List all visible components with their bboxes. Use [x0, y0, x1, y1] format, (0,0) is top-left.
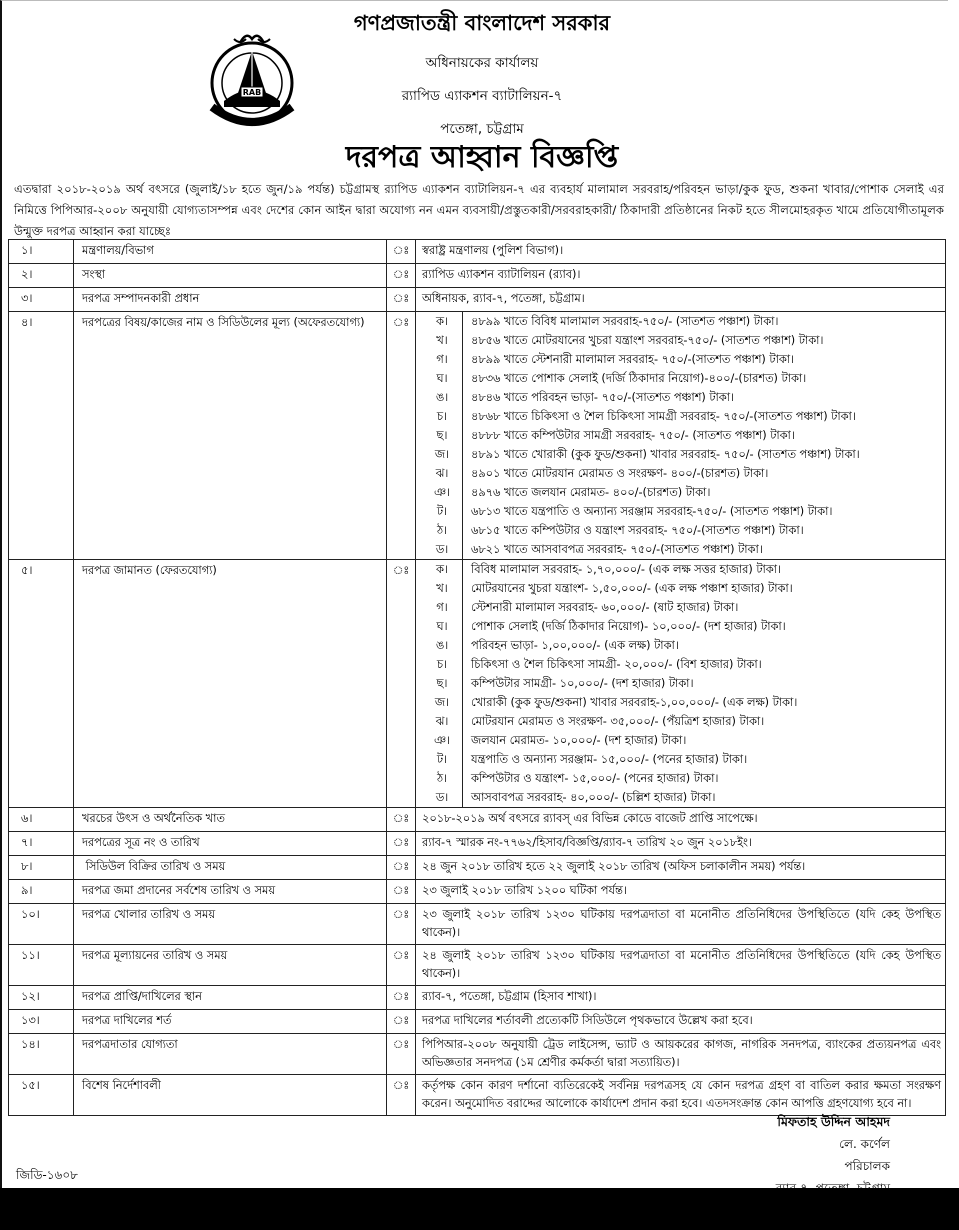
sub-item-text: মোটরযানের খুচরা যন্ত্রাংশ- ১,৫০,০০০/- (এক লক্ষ পঞ্চাশ হাজার) টাকা।	[471, 582, 793, 595]
row-label: সিডিউল বিক্রির তারিখ ও সময়	[74, 856, 387, 880]
sub-item	[422, 788, 941, 807]
table-row	[9, 904, 946, 945]
row-number: ১।	[9, 240, 74, 264]
sub-item	[422, 636, 941, 655]
row-label: দরপত্র মূল্যায়নের তারিখ ও সময়	[74, 945, 387, 986]
sub-item	[422, 483, 941, 502]
row-separator: ঃ	[387, 312, 416, 560]
gd-number: জিডি-১৬০৮	[16, 1168, 78, 1182]
row-number: ৪।	[9, 312, 74, 560]
right-margin	[948, 0, 959, 1188]
table-row	[9, 1075, 946, 1116]
unit-name: র‌্যাপিড এ্যাকশন ব্যাটালিয়ন-৭	[401, 88, 563, 104]
sub-item-key: ক।	[422, 312, 463, 331]
row-label: দরপত্র খোলার তারিখ ও সময়	[74, 904, 387, 945]
row-separator: ঃ	[387, 1034, 416, 1075]
table-row	[9, 945, 946, 986]
sub-item-text: ৪৮৮৮ খাতে কম্পিউটার সামগ্রী সরবরাহ- ৭৫০/- (সাতশত পঞ্চাশ) টাকা।	[471, 429, 795, 442]
table-row	[9, 560, 946, 808]
signatory-name: মিফতাহ উদ্দিন আহমদ	[777, 1114, 890, 1129]
sub-item-key: ড।	[422, 540, 463, 559]
row-label: বিশেষ নির্দেশাবলী	[74, 1075, 387, 1116]
sub-item-text: ৪৮৯৯ খাতে স্টেশনারী মালামাল সরবরাহ- ৭৫০/-(সাতশত পঞ্চাশ) টাকা।	[471, 353, 795, 366]
row-number: ১২।	[9, 986, 74, 1010]
tender-details-table	[8, 239, 946, 1116]
row-value: ২০১৮-২০১৯ অর্থ বৎসরে র‌্যাবস্ এর বিভিন্ন কোডে বাজেট প্রাপ্তি সাপেক্ষে।	[416, 808, 946, 832]
sub-item-text: বিবিধ মালামাল সরবরাহ- ১,৭০,০০০/- (এক লক্ষ সত্তর হাজার) টাকা।	[471, 563, 781, 576]
sub-item-key: জ।	[422, 445, 463, 464]
sub-item-key: ঞ।	[422, 731, 463, 750]
sub-item-key: ক।	[422, 560, 463, 579]
row-value: দরপত্র দাখিলের শর্তাবলী প্রত্যেকটি সিডিউলে পৃথকভাবে উল্লেখ করা হবে।	[416, 1010, 946, 1034]
row-separator: ঃ	[387, 832, 416, 856]
rab-emblem-logo	[194, 29, 310, 129]
row-value: কর্তৃপক্ষ কোন কারণ দর্শানো ব্যতিরেকেই সর্বনিম্ন দরপত্রসহ যে কোন দরপত্র গ্রহণ বা বাতিল করার ক্ষমতা সংরক্ষণ করেন। অনুমোদিত বরাদ্দের আলোকে কার্যাদেশ প্রদান করা হবে। এতদসংক্রান্ত কোন আপত্তি গ্রহণযোগ্য হবে না।	[416, 1075, 946, 1116]
sub-item-text: ৬৮১৫ খাতে কম্পিউটার ও যন্ত্রাংশ সরবরাহ- ৭৫০/-(সাতশত পঞ্চাশ) টাকা।	[471, 524, 804, 537]
sub-item-text: ৪৮৬৮ খাতে চিকিৎসা ও শৈল চিকিৎসা সামগ্রী সরবরাহ- ৭৫০/-(সাতশত পঞ্চাশ) টাকা।	[471, 410, 856, 423]
table-row	[9, 832, 946, 856]
table-row	[9, 312, 946, 560]
row-value: র‌্যাব-৭, পতেঙ্গা, চট্টগ্রাম (হিসাব শাখা)।	[416, 986, 946, 1010]
row-number: ৬।	[9, 808, 74, 832]
sub-item	[422, 331, 941, 350]
sub-item-text: মোটরযান মেরামত ও সংরক্ষণ- ৩৫,০০০/- (পঁয়ত্রিশ হাজার) টাকা।	[471, 715, 765, 728]
sub-item-key: ঞ।	[422, 483, 463, 502]
signature-block	[776, 1111, 890, 1199]
row-label: সংস্থা	[74, 264, 387, 288]
table-row	[9, 240, 946, 264]
row-separator: ঃ	[387, 240, 416, 264]
row-label: দরপত্রের বিষয়/কাজের নাম ও সিডিউলের মূল্য (অফেরতযোগ্য)	[74, 312, 387, 560]
row-number: ৭।	[9, 832, 74, 856]
sub-item-key: ঙ।	[422, 388, 463, 407]
sub-item	[422, 426, 941, 445]
table-row	[9, 808, 946, 832]
sub-item-key: খ।	[422, 331, 463, 350]
row-number: ২।	[9, 264, 74, 288]
sub-item-text: খোরাকী (কুক ফুড/শুকনা) খাবার সরবরাহ-১,০০,০০০/- (এক লক্ষ) টাকা।	[471, 696, 798, 709]
row-separator: ঃ	[387, 560, 416, 808]
sub-item-key: ছ।	[422, 674, 463, 693]
sub-item-text: ৬৮২১ খাতে আসবাবপত্র সরবরাহ- ৭৫০/-(সাতশত পঞ্চাশ) টাকা।	[471, 543, 763, 556]
sub-item-key: জ।	[422, 693, 463, 712]
sub-item	[422, 407, 941, 426]
table-row	[9, 288, 946, 312]
notice-title: দরপত্র আহ্বান বিজ্ঞপ্তি	[345, 140, 619, 175]
row-value: স্বরাষ্ট্র মন্ত্রণালয় (পুলিশ বিভাগ)।	[416, 240, 946, 264]
row-label: দরপত্রের সূত্র নং ও তারিখ	[74, 832, 387, 856]
row-label: দরপত্র দাখিলের শর্ত	[74, 1010, 387, 1034]
sub-item	[422, 502, 941, 521]
row-number: ৫।	[9, 560, 74, 808]
row-separator: ঃ	[387, 945, 416, 986]
sub-item-key: গ।	[422, 598, 463, 617]
sub-item	[422, 350, 941, 369]
table-row	[9, 856, 946, 880]
sub-item-key: ঝ।	[422, 712, 463, 731]
sub-item	[422, 312, 941, 331]
sub-item	[422, 579, 941, 598]
row-value: র‌্যাপিড এ্যাকশন ব্যাটালিয়ন (র‌্যাব)।	[416, 264, 946, 288]
row-label: দরপত্র জামানত (ফেরতযোগ্য)	[74, 560, 387, 808]
sub-item-text: ৪৯০১ খাতে মোটরযান মেরামত ও সংরক্ষণ- ৪০০/-(চারশত) টাকা।	[471, 467, 769, 480]
row-value	[416, 312, 946, 560]
row-separator: ঃ	[387, 288, 416, 312]
sub-item-text: ৪৮৯১ খাতে খোরাকী (কুক ফুড/শুকনা) খাবার সরবরাহ- ৭৫০/- (সাতশত পঞ্চাশ) টাকা।	[471, 448, 860, 461]
table-row	[9, 264, 946, 288]
table-row	[9, 880, 946, 904]
row-number: ৯।	[9, 880, 74, 904]
signatory-designation: পরিচালক	[844, 1159, 890, 1173]
sub-item-text: পরিবহন ভাড়া- ১,০০,০০০/- (এক লক্ষ) টাকা।	[471, 639, 679, 652]
row-separator: ঃ	[387, 904, 416, 945]
row-number: ১১।	[9, 945, 74, 986]
sub-item-key: ট।	[422, 750, 463, 769]
sub-item-key: ঠ।	[422, 769, 463, 788]
row-value: ২৪ জুন ২০১৮ তারিখ হতে ২২ জুলাই ২০১৮ তারিখ (অফিস চলাকালীন সময়) পর্যন্ত।	[416, 856, 946, 880]
office-name: অধিনায়কের কার্যালয়	[425, 55, 539, 71]
sub-item-key: ঝ।	[422, 464, 463, 483]
row-label: দরপত্র জমা প্রদানের সর্বশেষ তারিখ ও সময়	[74, 880, 387, 904]
sub-item-text: আসবাবপত্র সরবরাহ- ৪০,০০০/- (চল্লিশ হাজার) টাকা।	[471, 791, 716, 804]
sub-item-text: ৪৮৫৬ খাতে মোটরযানের খুচরা যন্ত্রাংশ সরবরাহ-৭৫০/- (সাতশত পঞ্চাশ) টাকা।	[471, 334, 824, 347]
sub-item-key: চ।	[422, 655, 463, 674]
sub-item	[422, 655, 941, 674]
sub-item-key: ছ।	[422, 426, 463, 445]
row-value: ২৪ জুলাই ২০১৮ তারিখ ১২৩০ ঘটিকায় দরপত্রদাতা বা মনোনীত প্রতিনিধিদের উপস্থিতিতে (যদি কেহ উপস্থিত থাকেন)।	[416, 945, 946, 986]
sub-item	[422, 750, 941, 769]
sub-item	[422, 617, 941, 636]
row-separator: ঃ	[387, 264, 416, 288]
sub-item-key: ঠ।	[422, 521, 463, 540]
sub-item	[422, 388, 941, 407]
sub-item	[422, 731, 941, 750]
row-number: ১৫।	[9, 1075, 74, 1116]
sub-item-text: ৬৮১৩ খাতে যন্ত্রপাতি ও অন্যান্য সরঞ্জাম সরবরাহ-৭৫০/- (সাতশত পঞ্চাশ) টাকা।	[471, 505, 833, 518]
sub-item-text: স্টেশনারী মালামাল সরবরাহ- ৬০,০০০/- (ষাট হাজার) টাকা।	[471, 601, 739, 614]
sub-item-text: ৪৮৯৯ খাতে বিবিধ মালামাল সরবরাহ-৭৫০/- (সাতশত পঞ্চাশ) টাকা।	[471, 315, 779, 328]
sub-item-text: যন্ত্রপাতি ও অন্যান্য সরঞ্জাম- ১৫,০০০/- (পনের হাজার) টাকা।	[471, 753, 748, 766]
sub-item	[422, 560, 941, 579]
sub-item-key: খ।	[422, 579, 463, 598]
office-location: পতেঙ্গা, চট্টগ্রাম	[440, 121, 524, 137]
row-label: দরপত্র সম্পাদনকারী প্রধান	[74, 288, 387, 312]
row-label: দরপত্রদাতার যোগ্যতা	[74, 1034, 387, 1075]
row-value: ২৩ জুলাই ২০১৮ তারিখ ১২০০ ঘটিকা পর্যন্ত।	[416, 880, 946, 904]
sub-item-text: পোশাক সেলাই (দর্জি ঠিকাদার নিয়োগ)- ১০,০০০/- (দশ হাজার) টাকা।	[471, 620, 786, 633]
sub-item	[422, 540, 941, 559]
sub-item-key: চ।	[422, 407, 463, 426]
signatory-rank: লে. কর্ণেল	[839, 1137, 890, 1151]
logo-badge-text: RAB	[242, 88, 262, 97]
sub-item-text: কম্পিউটার সামগ্রী- ১০,০০০/- (দশ হাজার) টাকা।	[471, 677, 694, 690]
sub-item-text: কম্পিউটার ও যন্ত্রাংশ- ১৫,০০০/- (পনের হাজার) টাকা।	[471, 772, 719, 785]
row-value: র‌্যাব-৭ স্মারক নং-৭৭৬২/হিসাব/বিজ্ঞপ্তি/র‌্যাব-৭ তারিখ ২০ জুন ২০১৮ইং।	[416, 832, 946, 856]
row-separator: ঃ	[387, 1075, 416, 1116]
row-value: ২৩ জুলাই ২০১৮ তারিখ ১২৩০ ঘটিকায় দরপত্রদাতা বা মনোনীত প্রতিনিধিদের উপস্থিতিতে (যদি কেহ উপস্থিত থাকেন)।	[416, 904, 946, 945]
sub-item	[422, 521, 941, 540]
sub-item	[422, 464, 941, 483]
sub-item-key: ট।	[422, 502, 463, 521]
sub-item-text: ৪৮৪৬ খাতে পরিবহন ভাড়া- ৭৫০/-(সাতশত পঞ্চাশ) টাকা।	[471, 391, 735, 404]
row-label: দরপত্র প্রাপ্তি/দাখিলের স্থান	[74, 986, 387, 1010]
row-value	[416, 560, 946, 808]
notice-header	[302, 1, 662, 141]
row-value: পিপিআর-২০০৮ অনুযায়ী ট্রেড লাইসেন্স, ভ্যাট ও আয়করের কাগজ, নাগরিক সনদপত্র, ব্যাংকের প্রত্যয়নপত্র এবং অভিজ্ঞতার সনদপত্র (১ম শ্রেণীর কর্মকর্তা দ্বারা সত্যায়িত)।	[416, 1034, 946, 1075]
row-number: ১৩।	[9, 1010, 74, 1034]
sub-item	[422, 445, 941, 464]
row-separator: ঃ	[387, 808, 416, 832]
row-number: ৮।	[9, 856, 74, 880]
row-value: অধিনায়ক, র‌্যাব-৭, পতেঙ্গা, চট্টগ্রাম।	[416, 288, 946, 312]
row-number: ৩।	[9, 288, 74, 312]
bottom-black-bar	[0, 1188, 959, 1230]
row-label: খরচের উৎস ও অর্থনৈতিক খাত	[74, 808, 387, 832]
sub-item-text: জলযান মেরামত- ১০,০০০/- (দশ হাজার) টাকা।	[471, 734, 687, 747]
intro-paragraph: এতদ্বারা ২০১৮-২০১৯ অর্থ বৎসরে (জুলাই/১৮ হতে জুন/১৯ পর্যন্ত) চট্টগ্রামস্থ র‌্যাপিড এ্যাকশন ব্যাটালিয়ন-৭ এর ব্যবহার্য মালামাল সরবরাহ/পরিবহন ভাড়া/কুক ফুড, শুকনা খাবার/পোশাক সেলাই এর নিমিত্তে পিপিআর-২০০৮ অনুযায়ী যোগ্যতাসম্পন্ন এবং দেশের কোন আইন দ্বারা অযোগ্য নন এমন ব্যবসায়ী/প্রস্তুতকারী/সরবরাহকারী/ ঠিকাদারী প্রতিষ্ঠানের নিকট হতে সীলমোহরকৃত খামে প্রতিযোগীতামূলক উন্মুক্ত দরপত্র আহ্বান করা যাচ্ছেঃ	[14, 182, 944, 238]
row-number: ১০।	[9, 904, 74, 945]
sub-item-key: ঘ।	[422, 617, 463, 636]
sub-item-text: চিকিৎসা ও শৈল চিকিৎসা সামগ্রী- ২০,০০০/- (বিশ হাজার) টাকা।	[471, 658, 762, 671]
row-separator: ঃ	[387, 856, 416, 880]
sub-item	[422, 674, 941, 693]
sub-item	[422, 598, 941, 617]
sub-item-key: ঙ।	[422, 636, 463, 655]
government-name: গণপ্রজাতন্ত্রী বাংলাদেশ সরকার	[353, 11, 611, 35]
table-row	[9, 986, 946, 1010]
row-separator: ঃ	[387, 880, 416, 904]
row-separator: ঃ	[387, 1010, 416, 1034]
sub-item-text: ৪৯৭৬ খাতে জলযান মেরামত- ৪০০/-(চারশত) টাকা।	[471, 486, 711, 499]
table-row	[9, 1034, 946, 1075]
row-separator: ঃ	[387, 986, 416, 1010]
row-number: ১৪।	[9, 1034, 74, 1075]
sub-item-key: ড।	[422, 788, 463, 807]
sub-item	[422, 769, 941, 788]
sub-item	[422, 369, 941, 388]
sub-item-key: গ।	[422, 350, 463, 369]
table-row	[9, 1010, 946, 1034]
sub-item-key: ঘ।	[422, 369, 463, 388]
row-label: মন্ত্রণালয়/বিভাগ	[74, 240, 387, 264]
sub-item	[422, 712, 941, 731]
sub-item-text: ৪৮৩৬ খাতে পোশাক সেলাই (দর্জি ঠিকাদার নিয়োগ)-৪০০/-(চারশত) টাকা।	[471, 372, 807, 385]
sub-item	[422, 693, 941, 712]
